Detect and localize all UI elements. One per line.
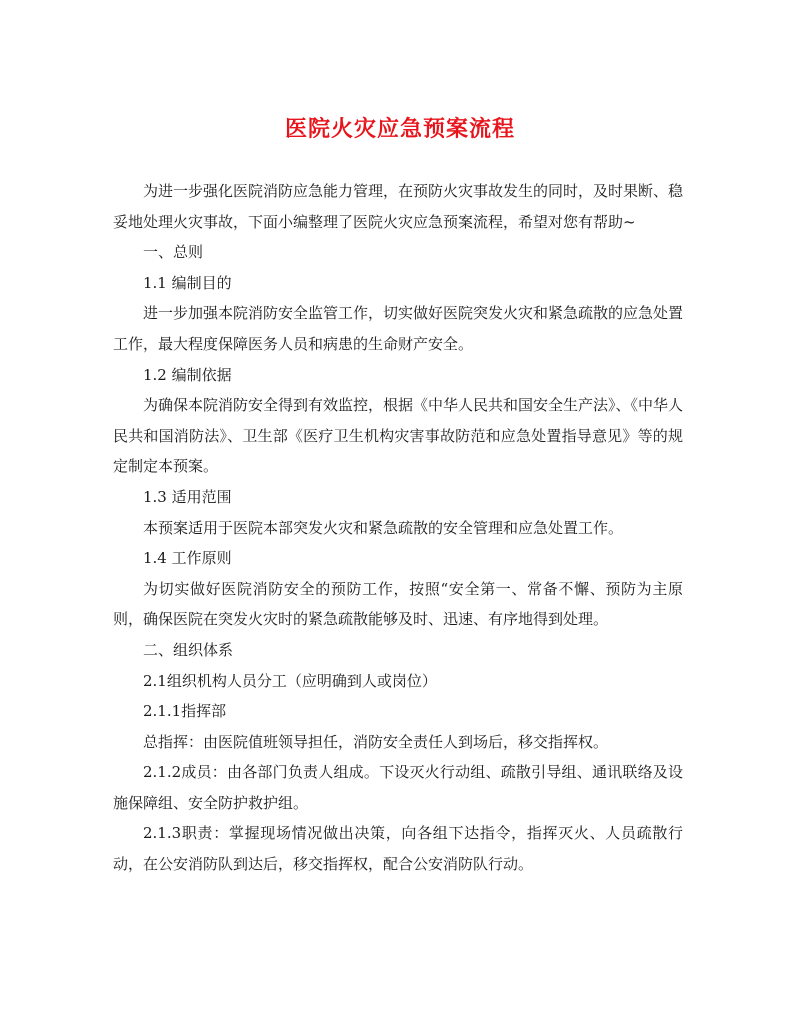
heading-1-3: 1.3 适用范围: [143, 487, 232, 506]
document-title: 医院火灾应急预案流程: [284, 116, 515, 142]
heading-1-1: 1.1 编制目的: [143, 273, 232, 292]
heading-organization: 二、组织体系: [143, 640, 234, 659]
paragraph-1-1: 进一步加强本院消防安全监管工作，切实做好医院突发火灾和紧急疏散的应急处置工作，最大程度保障医务人员和病患的生命财产安全。: [113, 304, 684, 353]
paragraph-1-2: 为确保本院消防安全得到有效监控，根据《中华人民共和国安全生产法》、《中华人民共和国消防法》、卫生部《医疗卫生机构灾害事故防范和应急处置指导意见》等的规定制定本预案。: [113, 396, 684, 476]
paragraph-2-1-3: 2.1.3职责：掌握现场情况做出决策，向各组下达指令，指挥灭火、人员疏散行动，在公安消防队到达后，移交指挥权，配合公安消防队行动。: [113, 824, 683, 874]
paragraph-intro: 为进一步强化医院消防应急能力管理，在预防火灾事故发生的同时，及时果断、稳妥地处理火灾事故，下面小编整理了医院火灾应急预案流程，希望对您有帮助~: [113, 182, 684, 231]
paragraph-1-4: 为切实做好医院消防安全的预防工作，按照“安全第一、常备不懈、预防为主原则，确保医院在突发火灾时的紧急疏散能够及时、迅速、有序地得到处理。: [113, 579, 683, 629]
paragraph-2-1-2: 2.1.2成员：由各部门负责人组成。下设灭火行动组、疏散引导组、通讯联络及设施保障组、安全防护救护组。: [113, 763, 683, 812]
heading-2-1: 2.1组织机构人员分工（应明确到人或岗位）: [143, 671, 437, 690]
paragraph-1-3: 本预案适用于医院本部突发火灾和紧急疏散的安全管理和应急处置工作。: [143, 518, 624, 537]
heading-general-principles: 一、总则: [143, 243, 204, 262]
paragraph-commander: 总指挥：由医院值班领导担任，消防安全责任人到场后，移交指挥权。: [143, 732, 609, 751]
heading-1-4: 1.4 工作原则: [143, 549, 232, 568]
document-body: [113, 176, 683, 880]
heading-2-1-1: 2.1.1指挥部: [143, 702, 227, 721]
heading-1-2: 1.2 编制依据: [143, 365, 232, 384]
